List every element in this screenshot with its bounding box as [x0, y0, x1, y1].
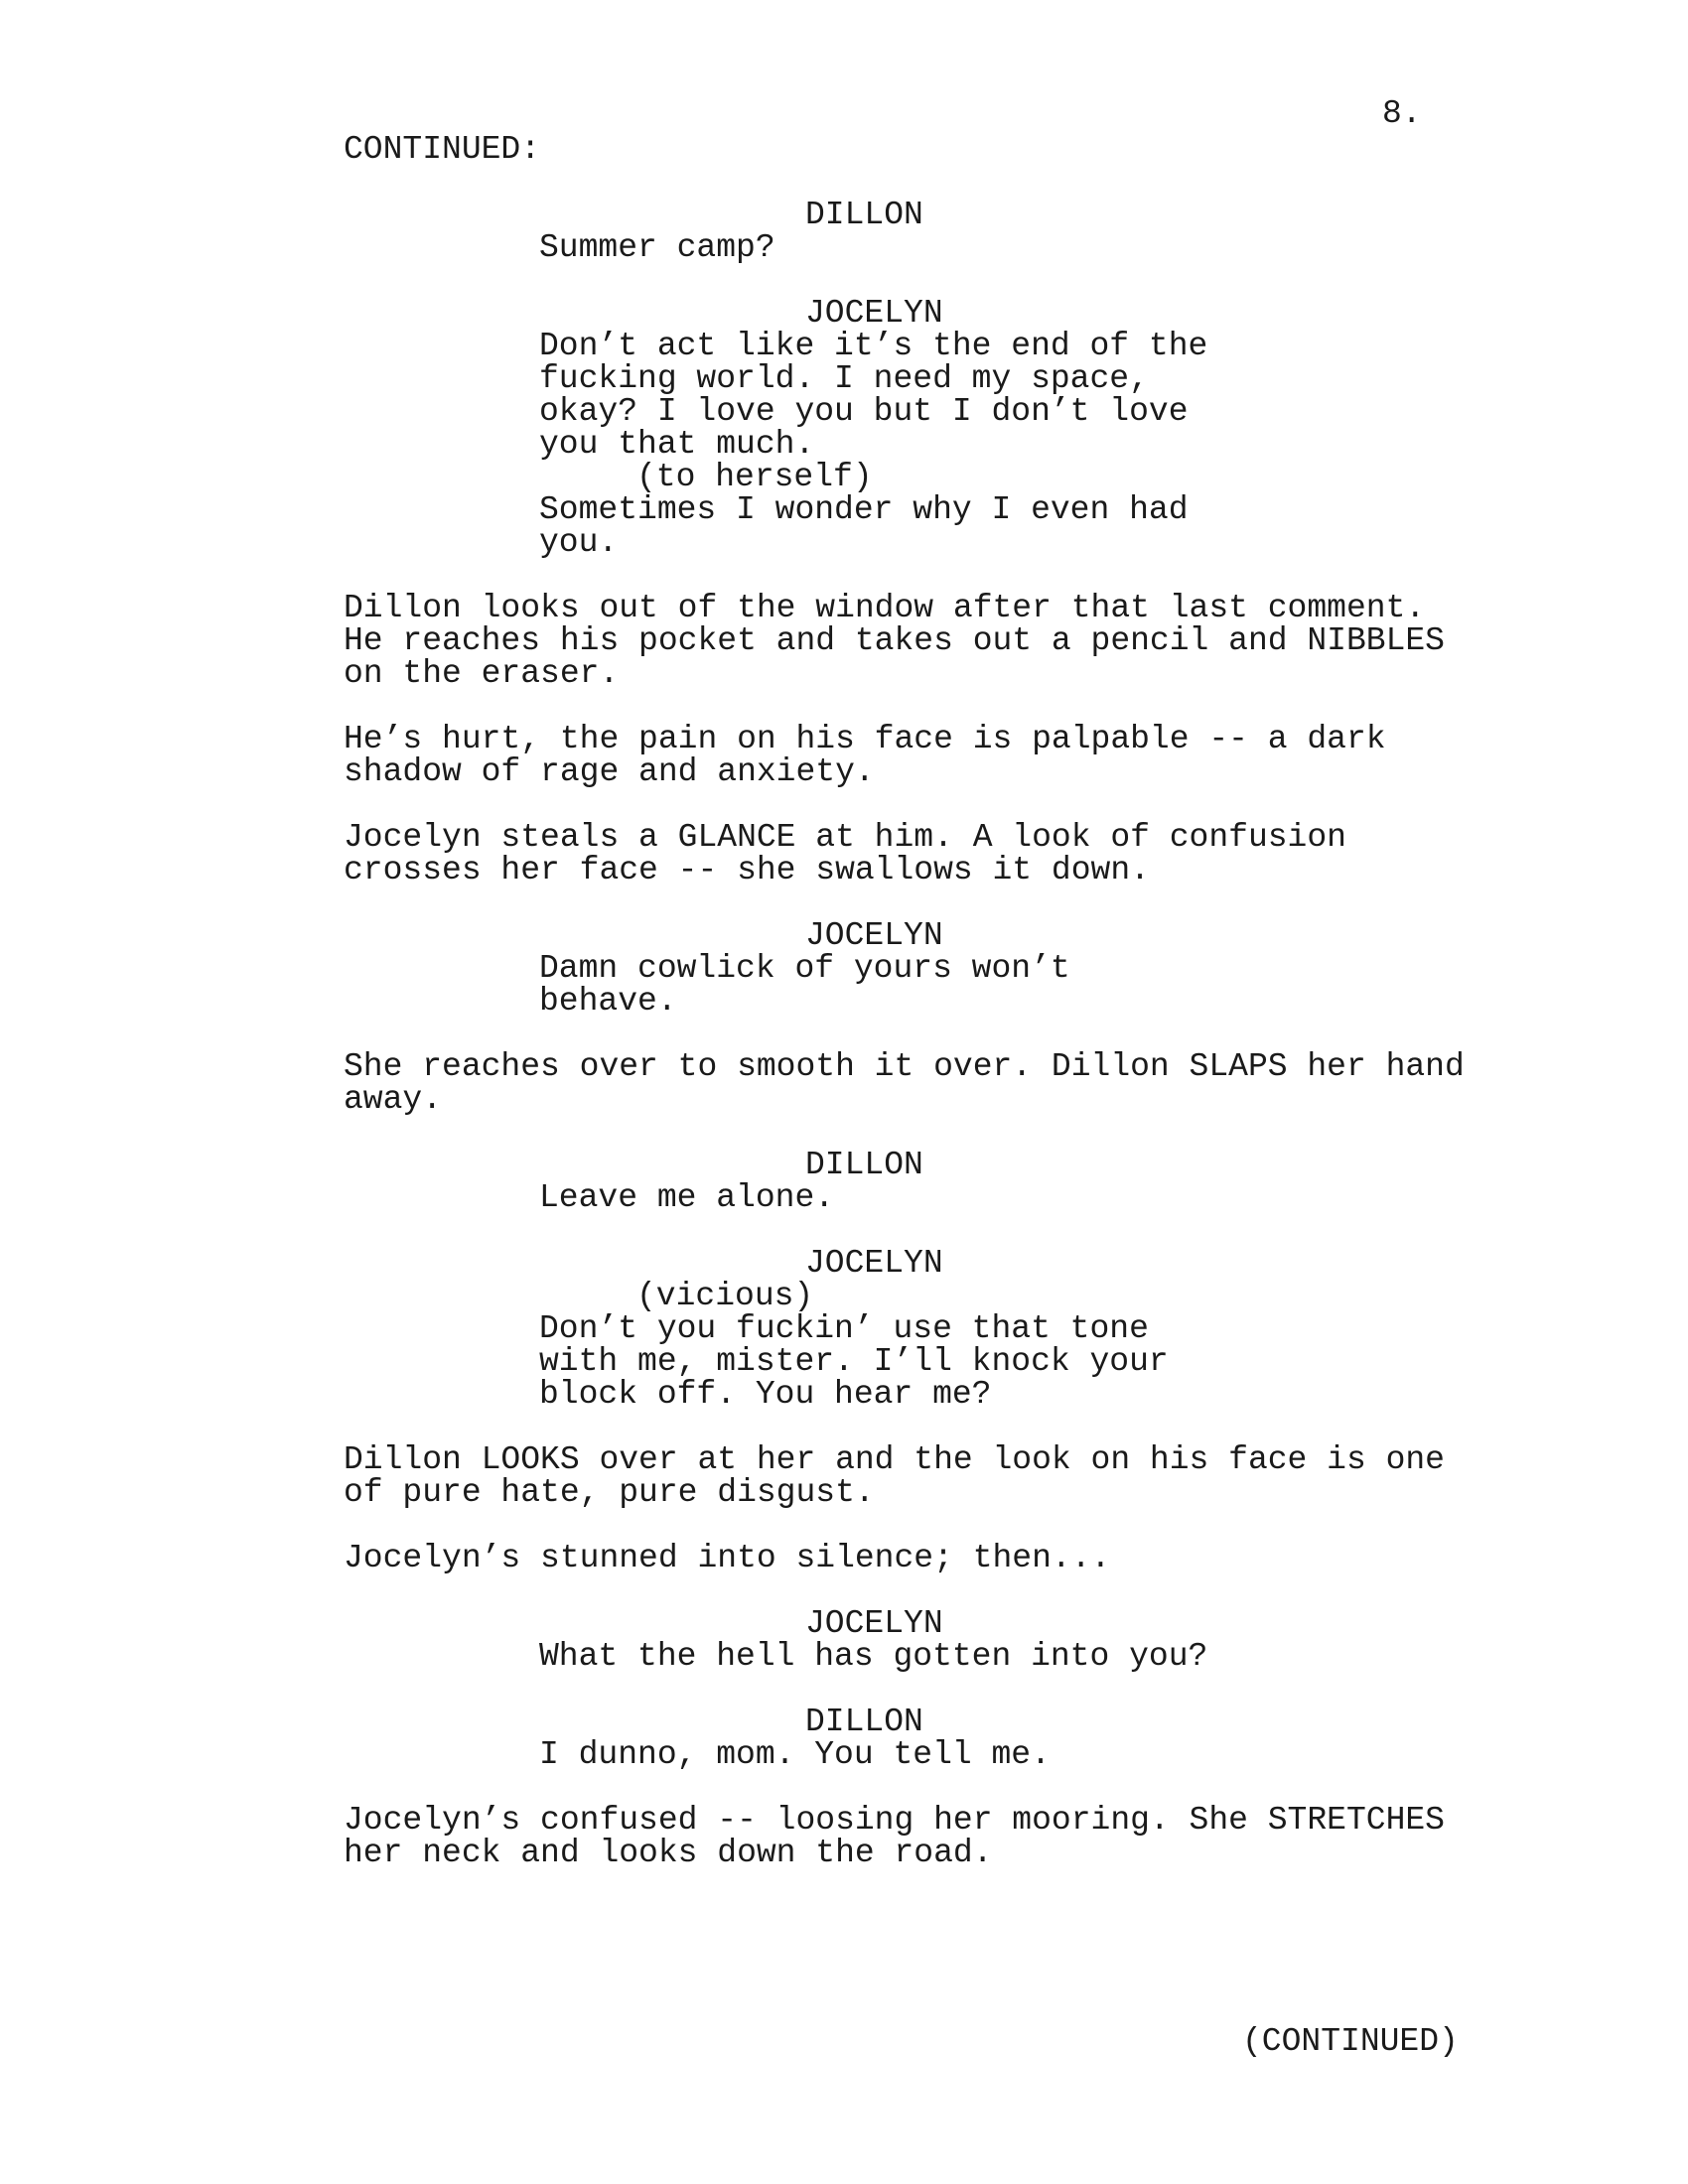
action-line: shadow of rage and anxiety. — [344, 753, 875, 790]
action-line: He’s hurt, the pain on his face is palpable -- a dark — [344, 721, 1386, 757]
dialogue-line: you that much. — [539, 426, 815, 463]
action-line: on the eraser. — [344, 655, 620, 692]
character-name: JOCELYN — [805, 1245, 943, 1282]
dialogue-line: Damn cowlick of yours won’t — [539, 950, 1070, 987]
character-name: JOCELYN — [805, 917, 943, 954]
dialogue-line: you. — [539, 524, 619, 561]
action-line: Jocelyn’s stunned into silence; then... — [344, 1540, 1111, 1576]
action-line: crosses her face -- she swallows it down. — [344, 852, 1150, 888]
page-number: 8. — [1382, 95, 1422, 132]
action-line: Dillon LOOKS over at her and the look on his face is one — [344, 1441, 1445, 1478]
parenthetical: (to herself) — [636, 459, 873, 495]
dialogue-line: Summer camp? — [539, 229, 775, 266]
dialogue-line: Don’t act like it’s the end of the — [539, 328, 1208, 364]
dialogue-line: Leave me alone. — [539, 1179, 835, 1216]
action-line: Dillon looks out of the window after that last comment. — [344, 590, 1426, 626]
dialogue-line: Don’t you fuckin’ use that tone — [539, 1310, 1149, 1347]
action-line: Jocelyn’s confused -- loosing her mooring. She STRETCHES — [344, 1802, 1445, 1839]
dialogue-line: block off. You hear me? — [539, 1376, 992, 1413]
character-name: JOCELYN — [805, 295, 943, 332]
character-name: JOCELYN — [805, 1605, 943, 1642]
character-name: DILLON — [805, 197, 923, 233]
parenthetical: (vicious) — [636, 1278, 814, 1314]
action-line: her neck and looks down the road. — [344, 1835, 993, 1871]
character-name: DILLON — [805, 1147, 923, 1183]
action-line: away. — [344, 1081, 443, 1118]
dialogue-line: with me, mister. I’ll knock your — [539, 1343, 1169, 1380]
dialogue-line: I dunno, mom. You tell me. — [539, 1736, 1051, 1773]
character-name: DILLON — [805, 1704, 923, 1740]
action-line: of pure hate, pure disgust. — [344, 1474, 875, 1511]
action-line: She reaches over to smooth it over. Dillon SLAPS her hand — [344, 1048, 1465, 1085]
dialogue-line: Sometimes I wonder why I even had — [539, 491, 1189, 528]
dialogue-line: behave. — [539, 983, 677, 1020]
continued-footer: (CONTINUED) — [1242, 2023, 1459, 2060]
dialogue-line: What the hell has gotten into you? — [539, 1638, 1208, 1675]
dialogue-line: fucking world. I need my space, — [539, 360, 1149, 397]
action-line: Jocelyn steals a GLANCE at him. A look of confusion — [344, 819, 1346, 856]
continued-header: CONTINUED: — [344, 131, 541, 168]
dialogue-line: okay? I love you but I don’t love — [539, 393, 1189, 430]
action-line: He reaches his pocket and takes out a pencil and NIBBLES — [344, 622, 1445, 659]
